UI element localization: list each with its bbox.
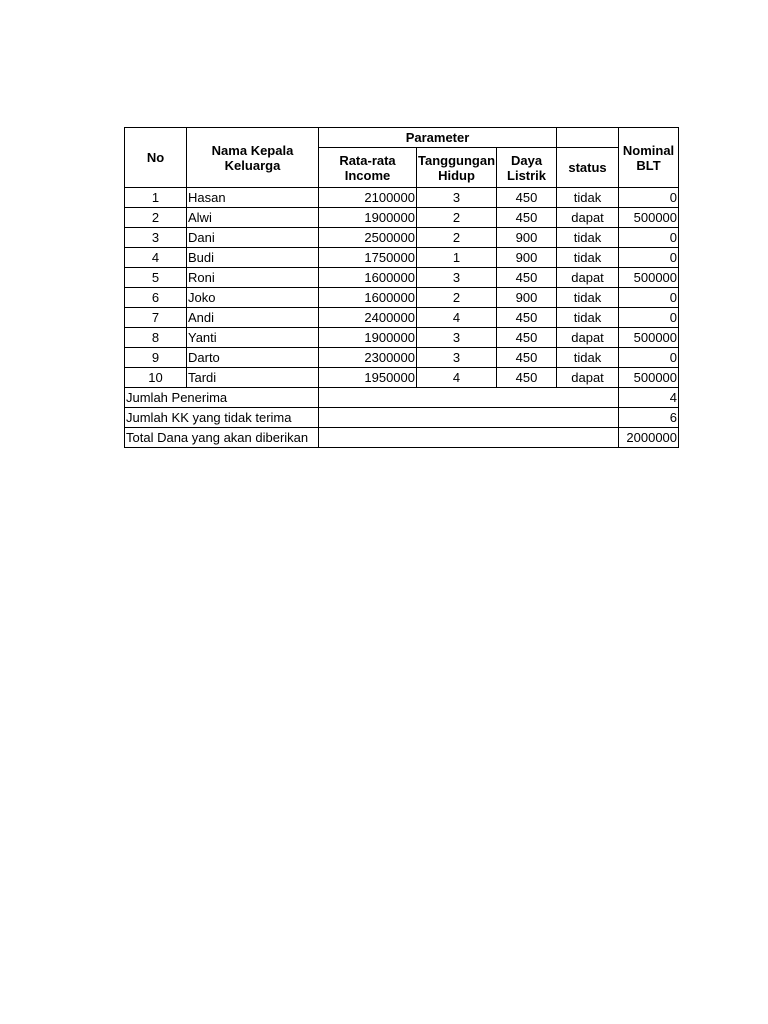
summary-value: 2000000 bbox=[619, 428, 679, 448]
header-daya: Daya Listrik bbox=[497, 148, 557, 188]
cell-nama: Joko bbox=[187, 288, 319, 308]
cell-tanggungan: 1 bbox=[417, 248, 497, 268]
summary-row-tidak-terima bbox=[125, 408, 679, 428]
cell-income: 1600000 bbox=[319, 268, 417, 288]
cell-status: tidak bbox=[557, 308, 619, 328]
header-row-1 bbox=[125, 128, 679, 148]
cell-income: 1950000 bbox=[319, 368, 417, 388]
cell-nama: Alwi bbox=[187, 208, 319, 228]
cell-daya: 450 bbox=[497, 348, 557, 368]
table-row bbox=[125, 308, 679, 328]
header-no: No bbox=[125, 128, 187, 188]
table-row bbox=[125, 368, 679, 388]
cell-status: dapat bbox=[557, 208, 619, 228]
summary-label: Jumlah KK yang tidak terima bbox=[125, 408, 319, 428]
header-status: status bbox=[557, 148, 619, 188]
cell-nominal: 0 bbox=[619, 348, 679, 368]
cell-tanggungan: 3 bbox=[417, 188, 497, 208]
cell-income: 1600000 bbox=[319, 288, 417, 308]
cell-income: 1900000 bbox=[319, 328, 417, 348]
cell-daya: 900 bbox=[497, 288, 557, 308]
cell-tanggungan: 3 bbox=[417, 268, 497, 288]
table-row bbox=[125, 248, 679, 268]
cell-no: 4 bbox=[125, 248, 187, 268]
cell-income: 1900000 bbox=[319, 208, 417, 228]
header-empty-cell bbox=[557, 128, 619, 148]
cell-tanggungan: 2 bbox=[417, 208, 497, 228]
summary-value: 6 bbox=[619, 408, 679, 428]
table-row bbox=[125, 348, 679, 368]
cell-no: 2 bbox=[125, 208, 187, 228]
cell-no: 10 bbox=[125, 368, 187, 388]
summary-row-total-dana bbox=[125, 428, 679, 448]
table-row bbox=[125, 228, 679, 248]
cell-nominal: 0 bbox=[619, 288, 679, 308]
cell-nama: Darto bbox=[187, 348, 319, 368]
cell-status: dapat bbox=[557, 268, 619, 288]
cell-tanggungan: 3 bbox=[417, 348, 497, 368]
cell-daya: 450 bbox=[497, 268, 557, 288]
cell-daya: 450 bbox=[497, 208, 557, 228]
summary-label: Jumlah Penerima bbox=[125, 388, 319, 408]
cell-income: 2100000 bbox=[319, 188, 417, 208]
cell-daya: 450 bbox=[497, 328, 557, 348]
cell-nominal: 500000 bbox=[619, 208, 679, 228]
cell-status: tidak bbox=[557, 248, 619, 268]
summary-spacer bbox=[319, 388, 619, 408]
cell-status: tidak bbox=[557, 288, 619, 308]
cell-nama: Yanti bbox=[187, 328, 319, 348]
header-tanggungan: Tanggungan Hidup bbox=[417, 148, 497, 188]
cell-no: 5 bbox=[125, 268, 187, 288]
cell-no: 7 bbox=[125, 308, 187, 328]
cell-nominal: 0 bbox=[619, 188, 679, 208]
cell-status: tidak bbox=[557, 188, 619, 208]
cell-tanggungan: 2 bbox=[417, 228, 497, 248]
cell-no: 6 bbox=[125, 288, 187, 308]
cell-status: tidak bbox=[557, 348, 619, 368]
header-parameter: Parameter bbox=[319, 128, 557, 148]
cell-no: 9 bbox=[125, 348, 187, 368]
cell-tanggungan: 2 bbox=[417, 288, 497, 308]
cell-nominal: 0 bbox=[619, 228, 679, 248]
header-income: Rata-rata Income bbox=[319, 148, 417, 188]
cell-nominal: 500000 bbox=[619, 328, 679, 348]
blt-table bbox=[124, 127, 679, 448]
cell-daya: 450 bbox=[497, 368, 557, 388]
table-row bbox=[125, 288, 679, 308]
cell-nama: Tardi bbox=[187, 368, 319, 388]
cell-status: dapat bbox=[557, 328, 619, 348]
cell-income: 2500000 bbox=[319, 228, 417, 248]
cell-no: 1 bbox=[125, 188, 187, 208]
cell-nama: Andi bbox=[187, 308, 319, 328]
cell-income: 2400000 bbox=[319, 308, 417, 328]
cell-tanggungan: 3 bbox=[417, 328, 497, 348]
table-row bbox=[125, 188, 679, 208]
summary-value: 4 bbox=[619, 388, 679, 408]
cell-nominal: 500000 bbox=[619, 368, 679, 388]
summary-label: Total Dana yang akan diberikan bbox=[125, 428, 319, 448]
cell-income: 1750000 bbox=[319, 248, 417, 268]
header-nominal: Nominal BLT bbox=[619, 128, 679, 188]
cell-nominal: 500000 bbox=[619, 268, 679, 288]
table-row bbox=[125, 268, 679, 288]
cell-status: tidak bbox=[557, 228, 619, 248]
cell-daya: 450 bbox=[497, 308, 557, 328]
cell-income: 2300000 bbox=[319, 348, 417, 368]
cell-status: dapat bbox=[557, 368, 619, 388]
cell-daya: 900 bbox=[497, 248, 557, 268]
cell-nama: Hasan bbox=[187, 188, 319, 208]
table-row bbox=[125, 208, 679, 228]
cell-nama: Budi bbox=[187, 248, 319, 268]
header-nama: Nama Kepala Keluarga bbox=[187, 128, 319, 188]
cell-nama: Roni bbox=[187, 268, 319, 288]
cell-no: 8 bbox=[125, 328, 187, 348]
cell-nama: Dani bbox=[187, 228, 319, 248]
cell-nominal: 0 bbox=[619, 308, 679, 328]
cell-tanggungan: 4 bbox=[417, 308, 497, 328]
cell-daya: 450 bbox=[497, 188, 557, 208]
table-row bbox=[125, 328, 679, 348]
cell-nominal: 0 bbox=[619, 248, 679, 268]
summary-spacer bbox=[319, 428, 619, 448]
cell-tanggungan: 4 bbox=[417, 368, 497, 388]
summary-spacer bbox=[319, 408, 619, 428]
summary-row-penerima bbox=[125, 388, 679, 408]
cell-daya: 900 bbox=[497, 228, 557, 248]
cell-no: 3 bbox=[125, 228, 187, 248]
